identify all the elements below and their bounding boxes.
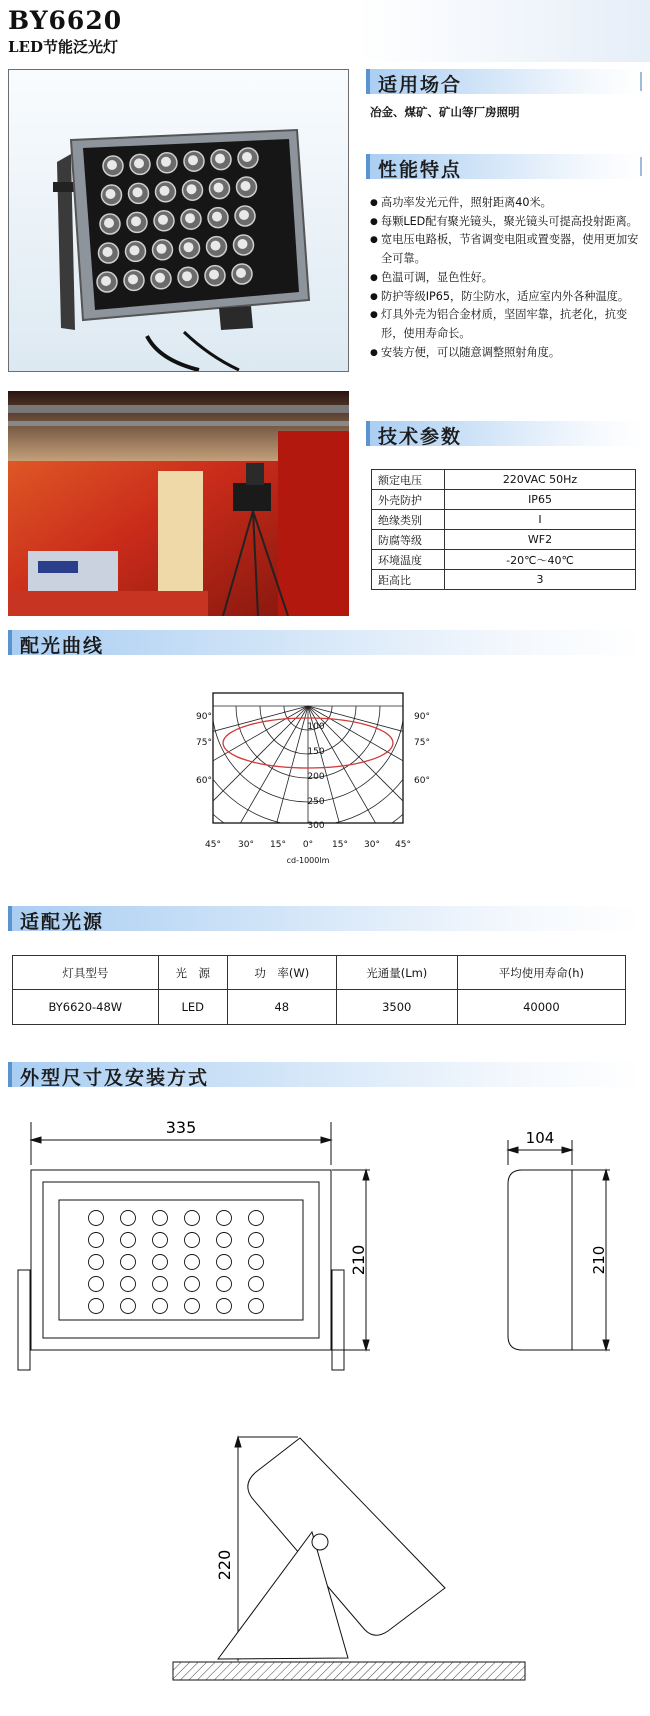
param-value: WF2 [445,530,636,550]
column-header: 灯具型号 [13,956,159,990]
angle-label: 90° [414,712,430,722]
led-outline [185,1277,200,1292]
led-highlight [107,160,117,170]
feature-item: ● 色温可调，显色性好。 [370,269,642,288]
features-list [370,194,642,362]
height-dimension: 210 [349,1244,368,1276]
light-source-table [12,955,626,1025]
led-highlight [161,157,171,167]
section-dimension-title: 外型尺寸及安装方式 [20,1067,210,1089]
led-outline [153,1211,168,1226]
led-highlight [106,189,116,199]
param-label: 外壳防护 [372,490,445,510]
bar-endmark [640,157,642,176]
param-value: I [445,510,636,530]
radial-label: 300 [307,821,325,831]
depth-dimension: 104 [525,1129,555,1147]
led-outline [89,1299,104,1314]
led-outline [249,1211,264,1226]
led-highlight [242,152,252,162]
led-highlight [128,274,138,284]
feature-item: ● 防护等级IP65，防尘防水，适应室内外各种温度。 [370,288,642,307]
led-highlight [214,183,224,193]
product-photo [8,69,349,372]
led-outline [185,1211,200,1226]
bar-accent [8,906,12,931]
feature-item: ● 宽电压电路板，节省调变电阻或置变器，使用更加安全可靠。 [370,231,642,268]
led-highlight [211,241,221,251]
led-outline [121,1255,136,1270]
param-value: -20℃～40℃ [445,550,636,570]
section-features-bar [366,154,642,179]
feature-item: ● 安装方便，可以随意调整照射角度。 [370,344,642,363]
bottom-angle-label: 0° [302,840,314,850]
led-highlight [182,271,192,281]
led-highlight [130,245,140,255]
table-row [372,490,636,510]
table-header-row [13,956,626,990]
section-application-bar [366,69,642,94]
tech-params-table [371,469,636,590]
led-outline [249,1299,264,1314]
led-outline [217,1211,232,1226]
table-row [372,470,636,490]
side-view-drawing [500,1110,640,1400]
led-highlight [239,210,249,220]
table-cell: 40000 [457,990,625,1025]
bar-accent [366,421,370,446]
bar-accent [366,154,370,179]
bottom-angle-label: 45° [205,840,221,850]
column-header: 功 率(W) [227,956,336,990]
led-outline [249,1277,264,1292]
table-cell: 3500 [336,990,457,1025]
led-highlight [188,155,198,165]
led-outline [121,1211,136,1226]
table-row [13,990,626,1025]
led-highlight [185,213,195,223]
led-outline [217,1255,232,1270]
angle-label: 60° [196,776,212,786]
model-title: BY6620 [8,6,123,35]
table-cell: BY6620-48W [13,990,159,1025]
mount-height-dimension: 220 [215,1549,234,1581]
section-tech-bar [366,421,642,446]
table-row [372,530,636,550]
table-row [372,550,636,570]
param-label: 额定电压 [372,470,445,490]
led-highlight [103,247,113,257]
floodlight-image [9,70,349,372]
bar-accent [8,1062,12,1087]
section-curve-title: 配光曲线 [20,635,105,657]
installation-photo [8,391,349,616]
section-tech-title: 技术参数 [378,426,463,448]
angle-label: 60° [414,776,430,786]
feature-item: ● 高功率发光元件，照射距离40米。 [370,194,642,213]
led-highlight [101,276,111,286]
led-highlight [134,158,144,168]
led-outline [217,1299,232,1314]
angle-label: 75° [196,738,212,748]
radial-label: 150 [307,747,325,757]
led-highlight [212,212,222,222]
radial-label: 200 [307,772,325,782]
led-highlight [133,187,143,197]
led-highlight [238,239,248,249]
led-outline [249,1233,264,1248]
angle-label: 90° [196,712,212,722]
led-highlight [155,273,165,283]
led-highlight [236,268,246,278]
led-highlight [209,270,219,280]
bar-accent [366,69,370,94]
side-height-dimension: 210 [590,1245,608,1275]
bottom-angle-label: 30° [238,840,254,850]
led-outline [89,1277,104,1292]
led-outline [121,1277,136,1292]
feature-item: ● 每颗LED配有聚光镜头，聚光镜头可提高投射距离。 [370,213,642,232]
param-label: 距高比 [372,570,445,590]
param-label: 环境温度 [372,550,445,570]
angle-label: 75° [414,738,430,748]
led-outline [185,1255,200,1270]
table-row [372,570,636,590]
radial-label: 250 [307,797,325,807]
section-source-bar [8,906,642,931]
unit-label: cd-1000lm [286,856,330,865]
table-row [372,510,636,530]
param-label: 绝缘类别 [372,510,445,530]
led-highlight [160,186,170,196]
led-outline [249,1255,264,1270]
led-outline [153,1255,168,1270]
column-header: 平均使用寿命(h) [457,956,625,990]
led-outline [185,1233,200,1248]
bar-accent [8,630,12,655]
led-outline [153,1299,168,1314]
led-highlight [187,184,197,194]
section-features-title: 性能特点 [378,159,463,181]
led-highlight [215,154,225,164]
led-outline [153,1233,168,1248]
led-highlight [241,181,251,191]
bottom-angle-label: 15° [270,840,286,850]
bottom-angle-label: 45° [395,840,411,850]
param-label: 防腐等级 [372,530,445,550]
front-view-drawing [10,1110,410,1400]
led-highlight [104,218,114,228]
stage-image [8,391,349,616]
width-dimension: 335 [165,1118,197,1137]
table-cell: LED [158,990,227,1025]
application-text: 冶金、煤矿、矿山等厂房照明 [370,105,520,119]
led-outline [153,1277,168,1292]
section-dimension-bar [8,1062,642,1087]
column-header: 光通量(Lm) [336,956,457,990]
param-value: IP65 [445,490,636,510]
section-curve-bar [8,630,642,655]
bottom-angle-label: 15° [332,840,348,850]
column-header: 光 源 [158,956,227,990]
led-highlight [157,244,167,254]
param-value: 3 [445,570,636,590]
feature-item: ● 灯具外壳为铝合金材质，坚固牢靠，抗老化，抗变形，使用寿命长。 [370,306,642,343]
led-outline [89,1255,104,1270]
bottom-angle-label: 30° [364,840,380,850]
led-highlight [184,242,194,252]
light-distribution-diagram [190,688,450,868]
led-highlight [158,215,168,225]
section-application-title: 适用场合 [378,74,463,96]
led-outline [217,1233,232,1248]
led-highlight [131,216,141,226]
led-outline [89,1233,104,1248]
param-value: 220VAC 50Hz [445,470,636,490]
table-cell: 48 [227,990,336,1025]
bar-endmark [640,72,642,91]
led-outline [217,1277,232,1292]
led-outline [185,1299,200,1314]
led-outline [89,1211,104,1226]
led-outline [121,1299,136,1314]
section-source-title: 适配光源 [20,911,105,933]
model-subtitle: LED节能泛光灯 [8,38,118,56]
mounting-view-drawing [160,1420,540,1700]
radial-label: 100 [307,722,325,732]
led-outline [121,1233,136,1248]
